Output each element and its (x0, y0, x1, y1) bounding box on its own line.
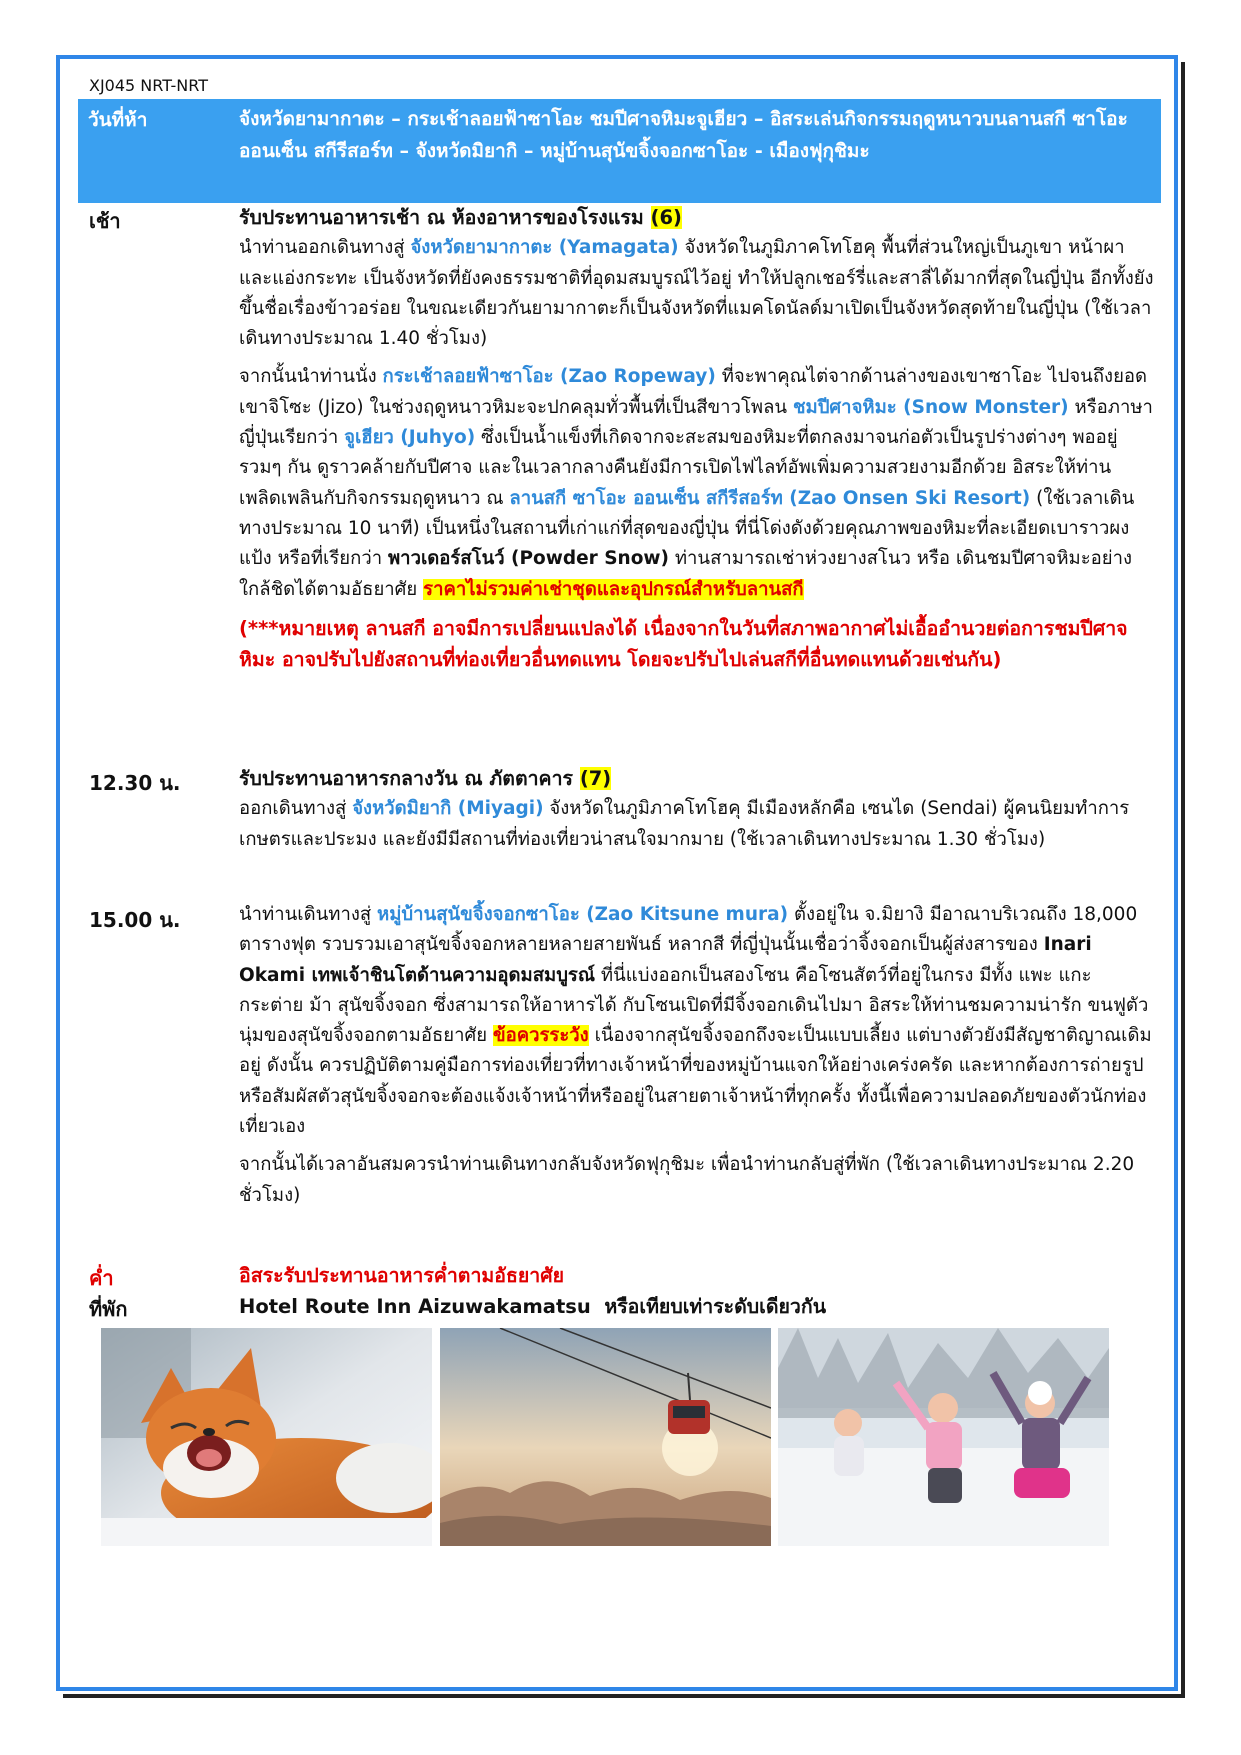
yamagata-paragraph (239, 233, 1154, 354)
text-segment: ที่จะพาคุณไต่จากด้านล่างของเขาซาโอะ ไปจนถึงยอดเขาจิโซะ (Jizo) ในช่วงฤดูหนาวหิมะจะปกคลุมทั่วพื้นที่เป็นสีขาวโพลน (239, 366, 1148, 418)
lunch-heading (239, 764, 1154, 794)
inari-okami: Inari Okami เทพเจ้าชินโตด้านความอุดมสมบูรณ์ (239, 934, 1092, 986)
dinner-text: อิสระรับประทานอาหารค่ำตามอัธยาศัย (239, 1264, 565, 1287)
return-paragraph: จากนั้นได้เวลาอันสมควรนำท่านเดินทางกลับจังหวัดฟุกุชิมะ เพื่อนำท่านกลับสู่ที่พัก (ใช้เวลาเดินทางประมาณ 2.20 ชั่วโมง) (239, 1154, 1135, 1206)
text-segment: จากนั้นนำท่านนั่ง (239, 366, 383, 388)
fox-photo-image (101, 1328, 432, 1546)
price-exclusion-note: ราคาไม่รวมค่าเช่าชุดและอุปกรณ์สำหรับลานสกี (423, 578, 804, 600)
text-segment: ท่านสามารถเช่าห่วงยางสโนว หรือ เดินชมปีศาจหิมะอย่างใกล้ชิดได้ตามอัธยาศัย (239, 548, 1133, 600)
place-zao-kitsune-mura: หมู่บ้านสุนัขจิ้งจอกซาโอะ (Zao Kitsune mura) (377, 904, 789, 925)
text-segment: ออกเดินทางสู่ (239, 798, 353, 820)
caution-label: ข้อควรระวัง (492, 1025, 589, 1047)
place-yamagata: จังหวัดยามากาตะ (Yamagata) (410, 237, 679, 259)
text-segment: จังหวัดในภูมิภาคโทโฮคุ มีเมืองหลักคือ เซนได (Sendai) ผู้คนนิยมทำการเกษตรและประมง และยังมีมีสถานที่ท่องเที่ยวน่าสนใจมากมาย (ใช้เวลาเดินทางประมาณ 1.30 ชั่วโมง) (239, 798, 1130, 850)
ropeway-photo (440, 1328, 771, 1546)
place-zao-ski-resort: ลานสกี ซาโอะ ออนเซ็น สกีรีสอร์ท (Zao Onsen Ski Resort) (509, 487, 1031, 509)
text-segment: หรือภาษาญี่ปุ่นเรียกว่า (239, 396, 1153, 449)
text-segment: ที่นี่แบ่งออกเป็นสองโซน คือโซนสัตว์ที่อยู่ในกรง มีทั้ง แพะ แกะ กระต่าย ม้า สุนัขจิ้งจอก ซึ่งสามารถให้อาหารได้ กับโซนเปิดที่มีจิ้งจอกเดินไปมา อิสระให้ท่านชมความน่ารัก ขนฟูตัวนุ่มของสุนัขจิ้งจอกตามอัธยาศัย (239, 964, 1149, 1047)
place-miyagi: จังหวัดมิยากิ (Miyagi) (352, 798, 544, 820)
day-header (78, 99, 1161, 203)
noon-block (239, 764, 1154, 855)
text-segment: เนื่องจากสุนัขจิ้งจอกถึงจะเป็นแบบเลี้ยง แต่บางตัวยังมีสัญชาติญาณเดิมอยู่ ดังนั้น ควรปฏิบัติตามคู่มือการท่องเที่ยวที่ทางเจ้าหน้าที่ของหมู่บ้านแจกให้อย่างเคร่งครัด และหากต้องการถ่ายรูปหรือสัมผัสตัวสุนัขจิ้งจอกจะต้องแจ้งเจ้าหน้าที่หรืออยู่ในสายตาเจ้าหน้าที่ทุกครั้ง ทั้งนี้เพื่อความปลอดภัยของตัวนักท่องเที่ยวเอง (239, 1025, 1152, 1138)
ropeway-photo-image (440, 1328, 771, 1546)
text-segment: นำท่านออกเดินทางสู่ (239, 237, 411, 259)
meal-number-6: (6) (650, 206, 682, 229)
text-segment: จังหวัดในภูมิภาคโทโฮคุ พื้นที่ส่วนใหญ่เป็นภูเขา หน้าผา และแอ่งกระทะ เป็นจังหวัดที่ยังคงธรรมชาติที่อุดมสมบูรณ์ไว้อยู่ ทำให้ปลูกเชอร์รี่และสาลี่ได้มากที่สุดในญี่ปุ่น อีกทั้งยังขึ้นชื่อเรื่องข้าวอร่อย ในขณะเดียวกันยามากาตะก็เป็นจังหวัดที่แมคโดนัลด์มาเปิดเป็นจังหวัดสุดท้ายในญี่ปุ่น (ใช้เวลาเดินทางประมาณ 1.40 ชั่วโมง) (239, 237, 1154, 350)
day-label: วันที่ห้า (88, 109, 148, 131)
ski-remark: (***หมายเหตุ ลานสกี อาจมีการเปลี่ยนแปลงได้ เนื่องจากในวันที่สภาพอากาศไม่เอื้ออำนวยต่อการชมปีศาจหิมะ อาจปรับไปยังสถานที่ท่องเที่ยวอื่นทดแทน โดยจะปรับไปเล่นสกีที่อื่นทดแทนด้วยเช่นกัน) (239, 616, 1128, 671)
hotel-name: Hotel Route Inn Aizuwakamatsu (239, 1295, 591, 1318)
day-title: จังหวัดยามากาตะ – กระเช้าลอยฟ้าซาโอะ ชมปีศาจหิมะจูเฮียว – อิสระเล่นกิจกรรมฤดูหนาวบนลานสกี ซาโอะ ออนเซ็น สกีรีสอร์ท – จังหวัดมิยากิ – หมู่บ้านสุนัขจิ้งจอกซาโอะ - เมืองฟุกุชิมะ (239, 108, 1128, 162)
zao-paragraph (239, 362, 1154, 604)
breakfast-heading (239, 203, 1154, 233)
text-segment: (ใช้เวลาเดินทางประมาณ 10 นาที) เป็นหนึ่งในสถานที่เก่าแก่ที่สุดของญี่ปุ่น ที่นี่โด่งดังด้วยคุณภาพของหิมะที่ละเอียดเบาราวผงแป้ง หรือที่เรียกว่า (239, 487, 1135, 570)
morning-label: เช้า (89, 209, 121, 233)
hotel-suffix: หรือเทียบเท่าระดับเดียวกัน (590, 1295, 827, 1318)
place-juhyo: จูเฮียว (Juhyo) (344, 427, 476, 449)
snow-tourists-photo-image (778, 1328, 1109, 1546)
text-segment: ตั้งอยู่ใน จ.มิยางิ มีอาณาบริเวณถึง 18,000 ตารางฟุต รวบรวมเอาสุนัขจิ้งจอกหลายหลายสายพันธ์ หลากสี ที่ญี่ปุ่นนั้นเชื่อว่าจิ้งจอกเป็นผู้ส่งสารของ (239, 904, 1138, 956)
hotel-label: ที่พัก (89, 1297, 128, 1321)
fox-village-paragraph (239, 900, 1154, 1142)
lunch-heading-text: รับประทานอาหารกลางวัน ณ ภัตตาคาร (239, 767, 574, 790)
morning-block (239, 203, 1154, 675)
breakfast-heading-text: รับประทานอาหารเช้า ณ ห้องอาหารของโรงแรม (239, 206, 644, 229)
noon-label: 12.30 น. (89, 771, 181, 795)
fox-photo (101, 1328, 432, 1546)
snow-tourists-photo (778, 1328, 1109, 1546)
place-zao-ropeway: กระเช้าลอยฟ้าซาโอะ (Zao Ropeway) (382, 366, 716, 388)
place-snow-monster: ชมปีศาจหิมะ (Snow Monster) (792, 396, 1069, 418)
tour-code: XJ045 NRT-NRT (89, 76, 208, 95)
text-segment: นำท่านเดินทางสู่ (239, 904, 378, 925)
hotel-line (239, 1292, 1154, 1322)
meal-number-7: (7) (579, 767, 612, 790)
afternoon-block (239, 900, 1154, 1211)
text-segment: ซึ่งเป็นน้ำแข็งที่เกิดจากจะสะสมของหิมะที่ตกลงมาจนก่อตัวเป็นรูปร่างต่างๆ พออยู่รวมๆ กัน ดูราวคล้ายกับปีศาจ และในเวลากลางคืนยังมีการเปิดไฟไลท์อัพเพิ่มความสวยงามอีกด้วย อิสระให้ท่านเพลิดเพลินกับกิจกรรมฤดูหนาว ณ (239, 427, 1118, 509)
miyagi-paragraph (239, 794, 1154, 855)
dinner-label: ค่ำ (89, 1266, 114, 1290)
powder-snow: พาวเดอร์สโนว์ (Powder Snow) (387, 548, 669, 570)
afternoon-label: 15.00 น. (89, 908, 181, 932)
